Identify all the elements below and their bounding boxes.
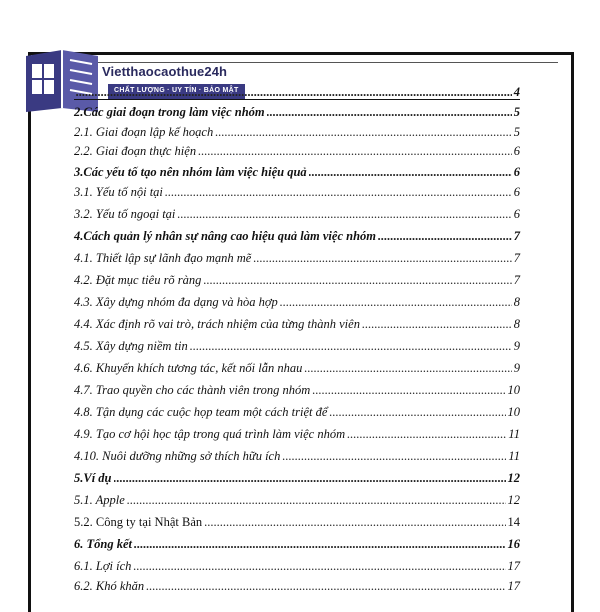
toc-entry[interactable] (74, 246, 520, 264)
toc-entry-page: 6 (513, 206, 520, 221)
toc-leader-dots (204, 516, 505, 529)
toc-leader-dots (177, 208, 511, 221)
toc-entry-label: 4.4. Xác định rõ vai trò, trách nhiệm của từng thành viên (74, 316, 360, 331)
toc-entry-label: 3.1. Yếu tố nội tại (74, 184, 163, 199)
toc-entry[interactable] (74, 290, 520, 308)
toc-entry-page: 17 (507, 558, 520, 573)
toc-entry[interactable] (74, 356, 520, 374)
toc-leader-dots (267, 106, 512, 119)
toc-leader-dots (146, 580, 505, 593)
toc-entry-label: 4.3. Xây dựng nhóm đa dạng và hòa hợp (74, 294, 278, 309)
toc-entry-label: 4.8. Tận dụng các cuộc họp team một cách triệt để (74, 404, 328, 419)
toc-entry-label: 4.1. Thiết lập sự lãnh đạo mạnh mẽ (74, 250, 252, 265)
toc-leader-dots (215, 126, 512, 139)
toc-entry-page: 5 (513, 104, 520, 119)
toc-leader-dots (198, 145, 512, 158)
toc-entry-page: 6 (513, 164, 520, 179)
toc-leader-dots (114, 472, 506, 485)
toc-leader-dots (190, 340, 512, 353)
toc-leader-dots (347, 428, 506, 441)
toc-entry-page: 5 (513, 124, 520, 139)
toc-leader-dots (76, 86, 512, 99)
toc-entry[interactable] (74, 574, 520, 592)
toc-entry-page: 11 (508, 448, 520, 463)
toc-leader-dots (133, 560, 505, 573)
toc-entry[interactable] (74, 202, 520, 220)
toc-entry[interactable] (74, 510, 520, 528)
toc-entry[interactable] (74, 554, 520, 572)
toc-entry-page: 16 (507, 536, 520, 551)
toc-entry[interactable] (74, 532, 520, 550)
logo-slogan: CHẤT LƯỢNG · UY TÍN · BẢO MẬT (108, 84, 245, 99)
toc-entry-label: 4.Cách quản lý nhân sự nâng cao hiệu quả làm việc nhóm (74, 228, 376, 243)
toc-leader-dots (312, 384, 505, 397)
toc-entry[interactable] (74, 444, 520, 462)
toc-entry[interactable] (74, 268, 520, 286)
toc-leader-dots (203, 274, 511, 287)
toc-entry-label: 5.1. Apple (74, 492, 125, 507)
toc-entry-label: 4.2. Đặt mục tiêu rõ ràng (74, 272, 202, 287)
toc-entry-page: 14 (507, 514, 520, 529)
toc-entry-page: 6 (513, 184, 520, 199)
toc-entry-page: 7 (513, 228, 520, 243)
toc-entry[interactable] (74, 312, 520, 330)
logo-title: Vietthaocaothue24h (102, 64, 228, 79)
toc-entry-page: 17 (507, 578, 520, 593)
toc-entry[interactable] (74, 80, 520, 98)
toc-leader-dots (329, 406, 505, 419)
toc-entry-label: 2.2. Giai đoạn thực hiện (74, 143, 197, 158)
toc-entry-label: 6. Tổng kết (74, 536, 132, 551)
toc-entry[interactable] (74, 224, 520, 242)
toc-entry-page: 12 (507, 492, 520, 507)
toc-entry-page: 11 (508, 426, 520, 441)
toc-leader-dots (253, 252, 511, 265)
toc-entry-label: 2.1. Giai đoạn lập kế hoạch (74, 124, 214, 139)
toc-entry[interactable] (74, 488, 520, 506)
toc-leader-dots (134, 538, 506, 551)
toc-entry-page: 7 (513, 272, 520, 287)
toc-entry-page: 9 (513, 360, 520, 375)
toc-entry-page: 6 (513, 143, 520, 158)
toc-entry[interactable] (74, 400, 520, 418)
toc-leader-dots (362, 318, 512, 331)
toc-entry-label: 3.Các yếu tố tạo nên nhóm làm việc hiệu quả (74, 164, 307, 179)
toc-entry-label: 4.10. Nuôi dưỡng những sở thích hữu ích (74, 448, 281, 463)
toc-entry-label: 4.9. Tạo cơ hội học tập trong quá trình làm việc nhóm (74, 426, 346, 441)
toc-entry-label: 5.Ví dụ (74, 470, 112, 485)
toc-leader-dots (309, 166, 512, 179)
toc-entry-page: 4 (513, 84, 520, 99)
toc-entry-page: 10 (507, 382, 520, 397)
toc-entry-label: 5.2. Công ty tại Nhật Bản (74, 514, 203, 529)
toc-entry-label: 4.6. Khuyến khích tương tác, kết nối lẫn nhau (74, 360, 303, 375)
toc-entry[interactable] (74, 422, 520, 440)
toc-entry[interactable] (74, 139, 520, 157)
toc-entry[interactable] (74, 466, 520, 484)
toc-entry-label: 4.7. Trao quyền cho các thành viên trong nhóm (74, 382, 311, 397)
toc-entry-label: 3.2. Yếu tố ngoại tại (74, 206, 176, 221)
toc-leader-dots (127, 494, 506, 507)
toc-entry[interactable] (74, 100, 520, 118)
toc-entry-page: 7 (513, 250, 520, 265)
toc-leader-dots (280, 296, 512, 309)
toc-entry-label: 2.Các giai đoạn trong làm việc nhóm (74, 104, 265, 119)
toc-entry-label: 4.5. Xây dựng niềm tin (74, 338, 188, 353)
toc-entry-page: 9 (513, 338, 520, 353)
toc-entry-page: 8 (513, 316, 520, 331)
toc-entry[interactable] (74, 180, 520, 198)
toc-entry[interactable] (74, 120, 520, 138)
toc-leader-dots (165, 186, 512, 199)
toc-entry-page: 8 (513, 294, 520, 309)
toc-leader-dots (378, 230, 512, 243)
toc-entry-label: 6.2. Khó khăn (74, 578, 145, 593)
toc-entry[interactable] (74, 160, 520, 178)
toc-entry[interactable] (74, 378, 520, 396)
toc-entry[interactable] (74, 334, 520, 352)
toc-entry-page: 10 (507, 404, 520, 419)
toc-leader-dots (282, 450, 506, 463)
toc-leader-dots (304, 362, 511, 375)
toc-entry-page: 12 (507, 470, 520, 485)
toc-entry-label: 6.1. Lợi ích (74, 558, 132, 573)
